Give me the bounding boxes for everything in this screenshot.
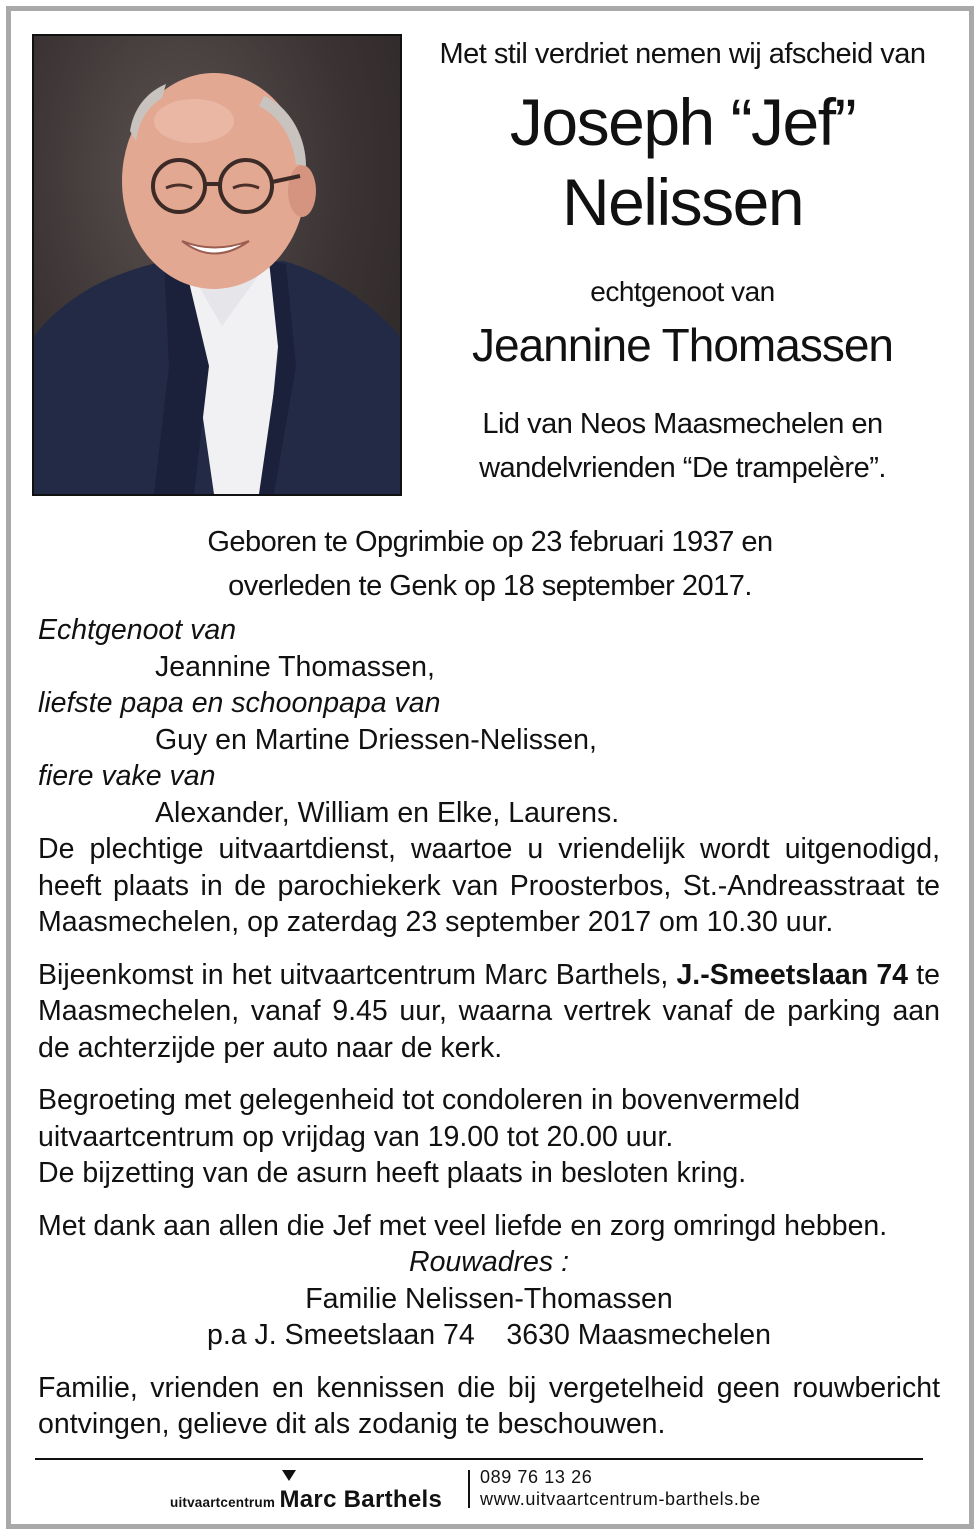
intro-line: Met stil verdriet nemen wij afscheid van bbox=[439, 38, 926, 70]
death-line: overleden te Genk op 18 september 2017. bbox=[228, 570, 752, 602]
name-line-2: Nelissen bbox=[561, 165, 804, 239]
thanks-line: Met dank aan allen die Jef met veel liefde en zorg omringd hebben. bbox=[38, 1209, 888, 1242]
family-grandchildren: Alexander, William en Elke, Laurens. bbox=[155, 796, 620, 829]
contact-info bbox=[480, 1466, 761, 1510]
funeral-home-footer bbox=[170, 1464, 810, 1514]
condolence-paragraph bbox=[38, 1082, 940, 1192]
membership-line-2: wandelvrienden “De trampelère”. bbox=[479, 452, 886, 484]
brand-big: Marc Barthels bbox=[279, 1486, 443, 1513]
gathering-address: J.-Smeetslaan 74 bbox=[676, 958, 909, 991]
spouse-name: Jeannine Thomassen bbox=[472, 319, 893, 371]
deceased-name bbox=[410, 82, 955, 242]
membership-line-1: Lid van Neos Maasmechelen en bbox=[482, 408, 883, 440]
obituary-body bbox=[38, 612, 940, 1443]
portrait-photo bbox=[32, 34, 402, 496]
family-spouse-label: Echtgenoot van bbox=[38, 614, 237, 646]
brand-small: uitvaartcentrum bbox=[170, 1495, 276, 1510]
birth-line: Geboren te Opgrimbie op 23 februari 1937 en bbox=[207, 526, 773, 558]
family-children: Guy en Martine Driessen-Nelissen, bbox=[155, 723, 597, 756]
phone-number: 089 76 13 26 bbox=[480, 1467, 593, 1487]
life-dates bbox=[30, 520, 950, 608]
condolence-line-3: De bijzetting van de asurn heeft plaats in besloten kring. bbox=[38, 1157, 747, 1189]
family-grandchildren-label: fiere vake van bbox=[38, 760, 216, 792]
condolence-line-1: Begroeting met gelegenheid tot condoleren in bovenvermeld bbox=[38, 1084, 801, 1116]
notice-paragraph: Familie, vrienden en kennissen die bij vergetelheid geen rouwbericht ontvingen, gelieve dit als zodanig te beschouwen. bbox=[38, 1371, 940, 1440]
gathering-text-after: te Maasmechelen, vanaf 9.45 uur, waarna vertrek vanaf de parking aan de achterzijde per auto naar de kerk. bbox=[38, 958, 940, 1064]
funeral-home-brand bbox=[170, 1486, 442, 1514]
mourning-address-label: Rouwadres : bbox=[409, 1246, 569, 1278]
family-spouse: Jeannine Thomassen, bbox=[155, 650, 435, 683]
mourning-address: p.a J. Smeetslaan 74 3630 Maasmechelen bbox=[206, 1319, 771, 1351]
triangle-logo-icon bbox=[282, 1470, 296, 1481]
service-paragraph: De plechtige uitvaartdienst, waartoe u vriendelijk wordt uitgenodigd, heeft plaats in de parochiekerk van Proosterbos, St.-Andreasstraat te Maasmechelen, op zaterdag 23 september 2017 om 10.30 uur. bbox=[38, 833, 940, 938]
mourning-address-family: Familie Nelissen-Thomassen bbox=[305, 1282, 673, 1315]
membership bbox=[410, 402, 955, 490]
spouse-label: echtgenoot van bbox=[590, 276, 775, 307]
condolence-line-2: uitvaartcentrum op vrijdag van 19.00 tot 20.00 uur. bbox=[38, 1120, 674, 1153]
family-children-label: liefste papa en schoonpapa van bbox=[38, 687, 441, 719]
gathering-text-before: Bijeenkomst in het uitvaartcentrum Marc Barthels, bbox=[38, 958, 677, 991]
footer-separator bbox=[468, 1470, 470, 1508]
name-line-1: Joseph “Jef” bbox=[509, 85, 856, 159]
website-link[interactable]: www.uitvaartcentrum-barthels.be bbox=[480, 1489, 761, 1509]
footer-divider bbox=[35, 1458, 923, 1460]
gathering-paragraph bbox=[38, 957, 940, 1067]
